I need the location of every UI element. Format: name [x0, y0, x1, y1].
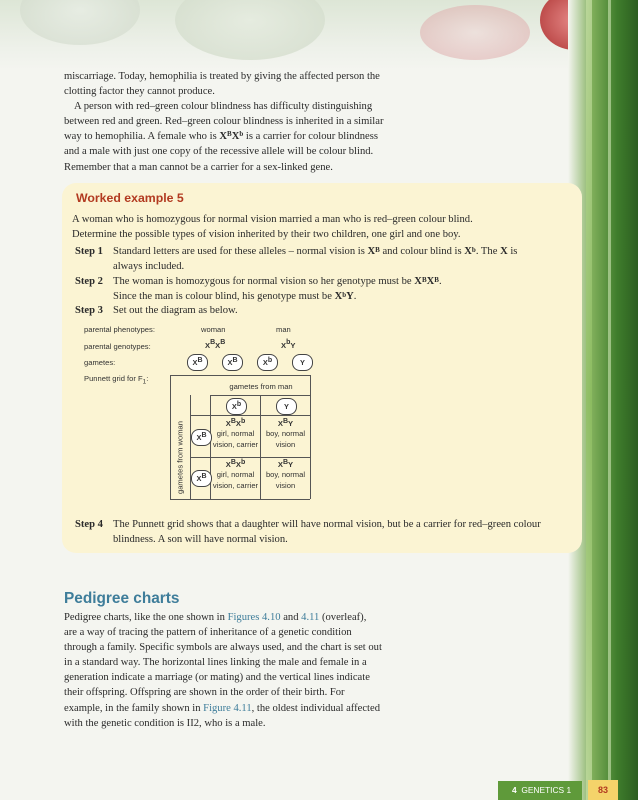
- text-span: is a carrier for colour blindness: [243, 131, 378, 143]
- gametes-from-man-label: gametes from man: [229, 382, 293, 391]
- step-1: [75, 245, 575, 275]
- text-line: A woman who is homozygous for normal vision married a man who is red–green colour blind.: [72, 214, 473, 225]
- text-span: The woman is homozygous for normal vision so her genotype must be: [113, 276, 415, 287]
- grid-gamete-woman-1: $X^B$: [191, 429, 212, 446]
- allele-superscript: b: [239, 130, 244, 139]
- section-heading: Pedigree charts: [64, 590, 180, 607]
- grid-gamete-man-1: $X^b$: [226, 398, 247, 415]
- grid-line: [310, 375, 311, 499]
- page-number: 83: [588, 780, 618, 800]
- text-line: between red and green. Red–green colour blindness is inherited in a similar: [64, 116, 384, 128]
- worked-example-box: [62, 183, 582, 553]
- allele-XB: $X^B$: [367, 246, 380, 257]
- figure-link[interactable]: Figures 4.10: [227, 612, 281, 623]
- phenotype-woman: woman: [201, 325, 226, 334]
- text-line: in a standard way. The horizontal lines linking the male and female in a: [64, 657, 367, 669]
- phenotype-man: man: [276, 325, 291, 334]
- text-span: is: [507, 246, 518, 257]
- text-span: girl, normal: [216, 470, 255, 480]
- punnett-cell-1: $X^BX^b$ girl, normal vision, carrier: [212, 418, 259, 449]
- text-span: gametes from woman: [175, 421, 185, 495]
- step-text: Set out the diagram as below.: [113, 305, 238, 316]
- row-label-punnett: Punnett grid for $F_1$:: [84, 374, 149, 386]
- row-label-genotypes: parental genotypes:: [84, 342, 151, 351]
- intro-paragraph: [64, 69, 554, 175]
- text-line: [64, 701, 564, 716]
- step-label: Step 2: [75, 276, 103, 287]
- text-span: boy, normal: [265, 470, 306, 480]
- text-line: their offspring. Offspring are shown in the order of their birth. For: [64, 687, 345, 699]
- text-line: [64, 610, 564, 625]
- step-label: Step 1: [75, 246, 103, 257]
- figure-link[interactable]: Figure 4.11: [203, 702, 252, 714]
- punnett-cell-3: $X^BX^b$ girl, normal vision, carrier: [212, 459, 259, 490]
- chapter-footer-label: [512, 785, 571, 795]
- allele-symbol: X: [219, 131, 228, 143]
- text-span: Punnett grid for F: [84, 374, 143, 383]
- genotype-woman: $X^BX^B$: [205, 339, 226, 350]
- worked-example-title: Worked example 5: [76, 191, 184, 205]
- gamete-man-1: $X^b$: [257, 354, 278, 371]
- step-2: [75, 275, 575, 305]
- grid-line: [190, 395, 191, 499]
- gamete-woman-2: $X^B$: [222, 354, 243, 371]
- grid-line: [170, 499, 310, 500]
- gamete-woman-1: $X^B$: [187, 354, 208, 371]
- text-line: Determine the possible types of vision inherited by their two children, one girl and one boy.: [72, 228, 461, 240]
- text-span: Standard letters are used for these alleles – normal vision is: [113, 246, 368, 257]
- gametes-from-woman-label: [170, 415, 190, 499]
- text-span: example, in the family shown in: [64, 702, 204, 714]
- grid-gamete-woman-2: $X^B$: [191, 470, 212, 487]
- text-span: vision: [275, 480, 296, 490]
- grid-line: [190, 457, 310, 458]
- cell-decoration: [420, 5, 530, 60]
- grid-gamete-man-2: Y: [276, 398, 297, 415]
- text-line: are a way of tracing the pattern of inheritance of a genetic condition: [64, 627, 352, 639]
- text-subscript: 1: [142, 378, 147, 386]
- worked-example-intro: [72, 213, 572, 243]
- figure-link[interactable]: 4.11: [301, 612, 320, 623]
- step-4: [75, 518, 575, 548]
- text-line: with the genetic condition is II2, who is a male.: [64, 717, 266, 729]
- allele-Xb: $X^b$: [464, 246, 476, 257]
- chapter-title: GENETICS 1: [521, 785, 572, 795]
- text-span: vision, carrier: [212, 439, 259, 449]
- text-span: vision: [275, 439, 296, 449]
- row-label-gametes: gametes:: [84, 358, 116, 367]
- allele-X: X: [500, 246, 508, 257]
- text-span: , the oldest individual affected: [251, 702, 380, 714]
- text-span: (overleaf),: [319, 612, 367, 623]
- genotype-XbY: $X^bY$: [334, 290, 354, 302]
- text-line: [64, 129, 554, 144]
- grid-line: [190, 415, 310, 416]
- genotype-XBXB: $X^BX^B$: [414, 276, 439, 287]
- text-line: clotting factor they cannot produce.: [64, 86, 215, 98]
- grid-line: [170, 375, 310, 376]
- text-span: and colour blind is: [379, 246, 465, 257]
- step-text: [113, 518, 578, 548]
- text-span: Since the man is colour blind, his genotype must be: [113, 290, 335, 302]
- gamete-man-2: Y: [292, 354, 313, 371]
- text-span: The Punnett grid shows that a daughter will have normal vision, but be a carrier for red–green colour: [113, 519, 541, 530]
- punnett-cell-4: $X^BY$ boy, normal vision: [265, 459, 306, 490]
- text-span: Pedigree charts, like the one shown in: [64, 612, 228, 623]
- step-text: [113, 245, 573, 275]
- text-span: . The: [475, 246, 501, 257]
- text-span: girl, normal: [216, 429, 255, 439]
- text-line: Remember that a man cannot be a carrier for a sex-linked gene.: [64, 161, 333, 173]
- text-span: boy, normal: [265, 429, 306, 439]
- text-line: through a family. Specific symbols are always used, and the chart is set out: [64, 642, 382, 654]
- row-label-phenotypes: parental phenotypes:: [84, 325, 155, 334]
- text-span: blindness. A son will have normal vision.: [113, 533, 288, 545]
- text-line: miscarriage. Today, hemophilia is treated by giving the affected person the: [64, 71, 380, 82]
- step-text: The woman is homozygous for normal vision so her genotype must be $X^BX^B$. Since the man is colour blind, his genotype must be $X^bY$.: [113, 276, 442, 302]
- allele-superscript: B: [227, 130, 232, 139]
- text-line: and a male with just one copy of the recessive allele will be colour blind.: [64, 146, 374, 158]
- text-span: and: [280, 612, 302, 623]
- step-label: Step 3: [75, 305, 103, 316]
- text-span: way to hemophilia. A female who is: [64, 131, 220, 143]
- allele-symbol: X: [231, 131, 240, 143]
- text-span: vision, carrier: [212, 480, 259, 490]
- text-span: always included.: [113, 260, 185, 272]
- text-line: generation indicate a marriage (or mating) and the vertical lines indicate: [64, 672, 370, 684]
- text-line: A person with red–green colour blindness has difficulty distinguishing: [74, 101, 373, 113]
- punnett-cell-2: $X^BY$ boy, normal vision: [265, 418, 306, 449]
- step-label: Step 4: [75, 519, 103, 530]
- genotype-man: $X^bY$: [281, 339, 296, 350]
- pedigree-paragraph: [64, 610, 564, 731]
- step-3: [75, 304, 575, 319]
- chapter-number: 4: [512, 785, 517, 795]
